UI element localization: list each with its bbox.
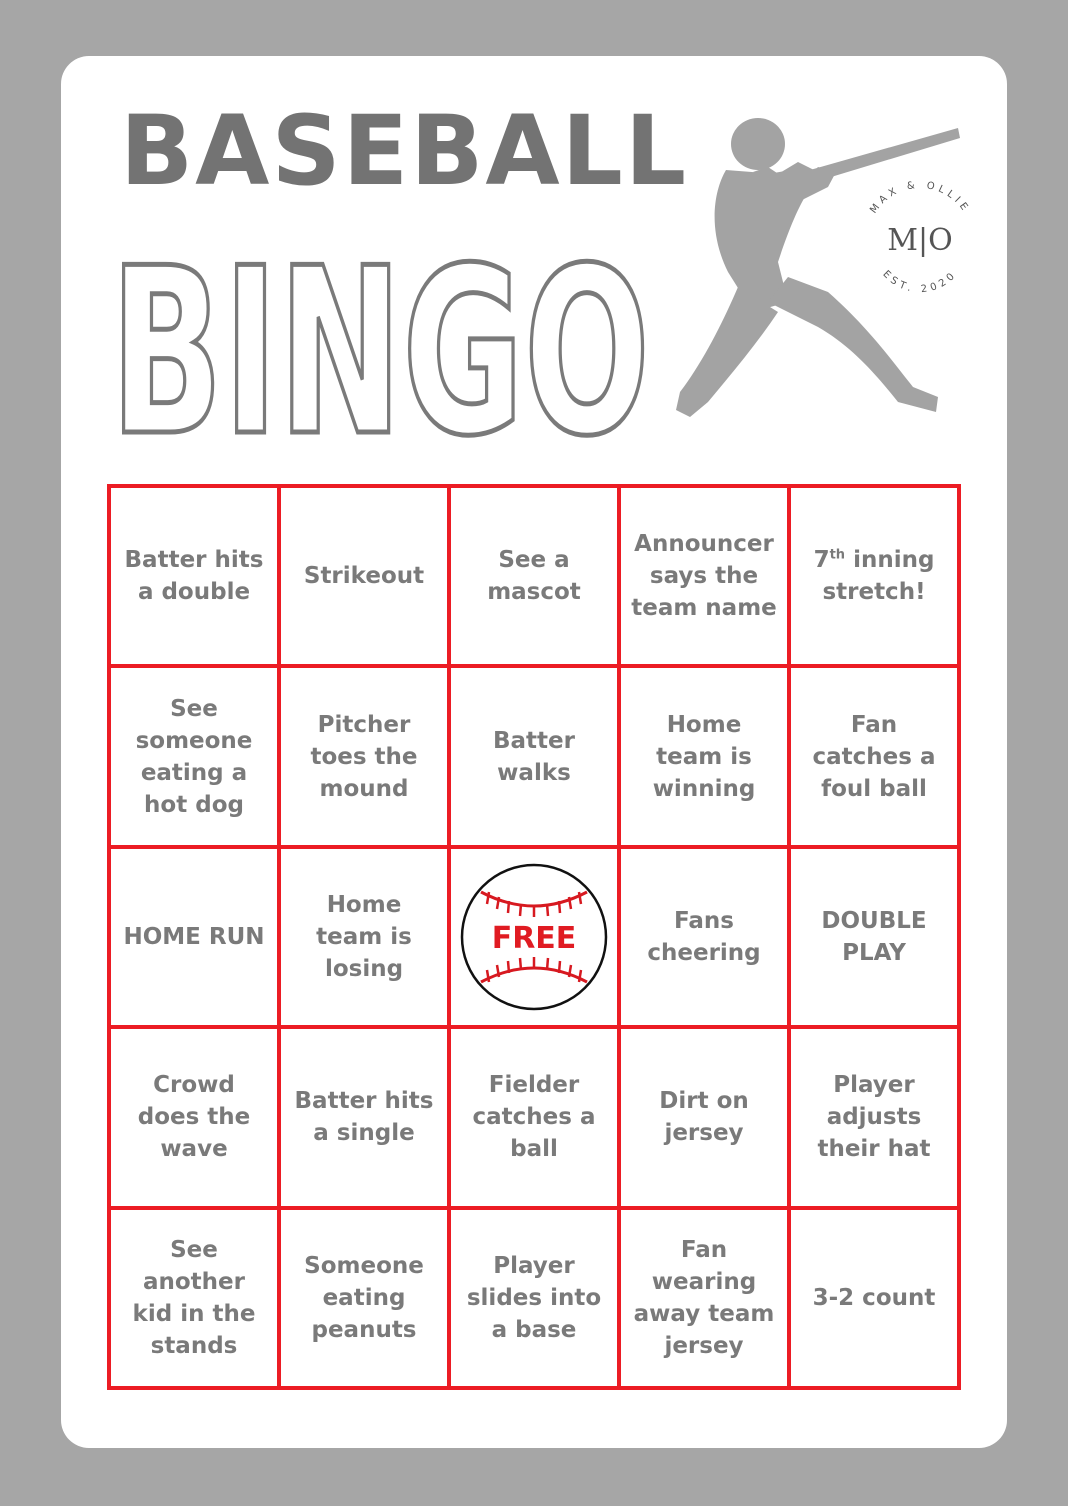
bingo-cell[interactable]: Announcer says the team name [619, 486, 789, 666]
bingo-cell[interactable]: Batter hits a double [109, 486, 279, 666]
bingo-cell[interactable]: Home team is losing [279, 847, 449, 1027]
svg-text:EST. 2020: EST. 2020 [880, 268, 960, 296]
bingo-cell[interactable]: Home team is winning [619, 666, 789, 846]
bingo-cell[interactable]: Dirt on jersey [619, 1027, 789, 1207]
bingo-cell[interactable]: Fan wearing away team jersey [619, 1208, 789, 1388]
bingo-cell[interactable] [789, 486, 959, 666]
bingo-cell[interactable]: Strikeout [279, 486, 449, 666]
free-space[interactable] [449, 847, 619, 1027]
bingo-cell[interactable]: See someone eating a hot dog [109, 666, 279, 846]
bingo-cell[interactable]: HOME RUN [109, 847, 279, 1027]
bingo-grid [107, 484, 961, 1390]
bingo-cell[interactable]: Batter walks [449, 666, 619, 846]
bingo-cell[interactable]: DOUBLE PLAY [789, 847, 959, 1027]
svg-text:M|O: M|O [887, 223, 953, 258]
bingo-cell[interactable]: Someone eating peanuts [279, 1208, 449, 1388]
max-ollie-logo [850, 170, 990, 310]
bingo-cell[interactable]: Fan catches a foul ball [789, 666, 959, 846]
svg-text:MAX & OLLIE: MAX & OLLIE [868, 179, 972, 216]
bingo-cell[interactable]: Player slides into a base [449, 1208, 619, 1388]
seventh-inning-text: 7th inning stretch! [813, 547, 935, 606]
title-baseball: BASEBALL [120, 95, 688, 207]
baseball-icon [459, 862, 609, 1012]
svg-text:FREE: FREE [491, 920, 577, 956]
bingo-cell[interactable]: Crowd does the wave [109, 1027, 279, 1207]
bingo-cell[interactable]: Fans cheering [619, 847, 789, 1027]
bingo-cell[interactable]: See a mascot [449, 486, 619, 666]
bingo-cell[interactable]: Player adjusts their hat [789, 1027, 959, 1207]
bingo-cell[interactable]: See another kid in the stands [109, 1208, 279, 1388]
title-bingo [110, 200, 670, 445]
bingo-cell[interactable]: Fielder catches a ball [449, 1027, 619, 1207]
bingo-cell[interactable]: Batter hits a single [279, 1027, 449, 1207]
bingo-cell[interactable]: Pitcher toes the mound [279, 666, 449, 846]
bingo-cell[interactable]: 3-2 count [789, 1208, 959, 1388]
svg-text:BINGO: BINGO [110, 220, 650, 445]
